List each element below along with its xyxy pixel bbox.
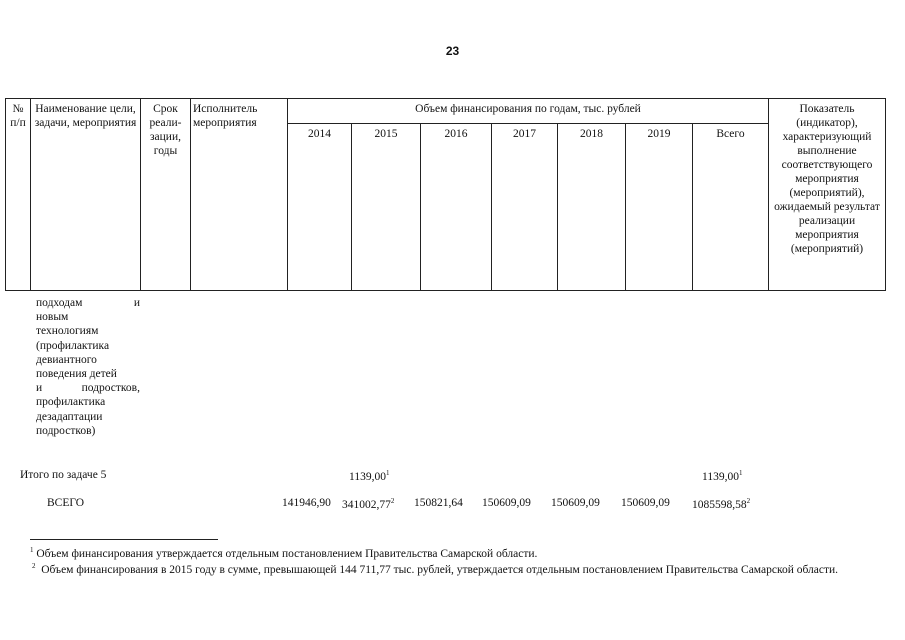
- header-year-2014: 2014: [288, 124, 352, 291]
- continuation-line: технологиям: [36, 325, 99, 338]
- continuation-line: и: [36, 382, 43, 395]
- footnote-separator: [30, 539, 218, 540]
- task5-value-total: [702, 469, 742, 483]
- continuation-line: поведения детей: [36, 368, 117, 381]
- footnote-text: Объем финансирования утверждается отдельным постановлением Правительства Самарской области.: [36, 547, 538, 560]
- continuation-line: подростков): [36, 424, 96, 437]
- continuation-line: и: [133, 297, 140, 309]
- total-value-2019: 150609,09: [621, 497, 670, 509]
- task5-total-amount: 1139,00: [702, 470, 739, 483]
- footnote-ref: 1: [385, 469, 390, 477]
- footnote-text: Объем финансирования в 2015 году в сумме, превышающей 144 711,77 тыс. рублей, утверждается отдельным постановлением Правительства Самарской области.: [41, 563, 839, 576]
- header-year-2017: 2017: [492, 124, 558, 291]
- total-value-2015: [342, 497, 394, 511]
- footnote-mark: 1: [30, 546, 34, 554]
- header-financing: Объем финансирования по годам, тыс. рублей: [288, 99, 769, 124]
- total-value-2016: 150821,64: [414, 497, 463, 509]
- total-label: ВСЕГО: [47, 497, 85, 509]
- continuation-line: новым: [36, 311, 69, 324]
- footnote-ref: 2: [746, 497, 751, 505]
- header-indicator: Показатель (индикатор), характеризующий выполнение соответствующего мероприятия (мероприятий), ожидаемый результат реализации мероприятия (мероприятий): [769, 99, 886, 291]
- footnote-ref: 2: [390, 497, 395, 505]
- continuation-line: (профилактика: [36, 339, 110, 352]
- header-year-2018: 2018: [558, 124, 626, 291]
- task5-value-2015: [349, 469, 389, 483]
- task5-2015-amount: 1139,00: [349, 470, 386, 483]
- header-total: Всего: [693, 124, 769, 291]
- continuation-line: подходам: [36, 297, 83, 309]
- total-value-2018: 150609,09: [551, 497, 600, 509]
- header-num: № п/п: [6, 99, 31, 291]
- header-year-2016: 2016: [421, 124, 492, 291]
- footnote-mark: 2: [32, 562, 36, 570]
- page-number: 23: [445, 44, 460, 58]
- continuation-line: девиантного: [36, 353, 97, 366]
- header-term: Срок реали-зации, годы: [141, 99, 191, 291]
- financing-table: [5, 98, 886, 291]
- continuation-line: дезадаптации: [36, 410, 103, 423]
- task-name-continuation: [36, 296, 140, 438]
- footnote-ref: 1: [738, 469, 743, 477]
- header-year-2015: 2015: [352, 124, 421, 291]
- total-2015-amount: 341002,77: [342, 498, 391, 511]
- header-name: Наименование цели, задачи, мероприятия: [31, 99, 141, 291]
- continuation-line: профилактика: [36, 396, 106, 409]
- total-value-2017: 150609,09: [482, 497, 531, 509]
- footnote-2: [8, 559, 844, 577]
- continuation-line: подростков,: [81, 382, 140, 395]
- total-value-2014: 141946,90: [282, 497, 331, 509]
- task5-label: Итого по задаче 5: [20, 469, 107, 481]
- header-year-2019: 2019: [626, 124, 693, 291]
- total-value-total: [692, 497, 750, 511]
- header-executor: Исполнитель мероприятия: [191, 99, 288, 291]
- total-total-amount: 1085598,58: [692, 498, 747, 511]
